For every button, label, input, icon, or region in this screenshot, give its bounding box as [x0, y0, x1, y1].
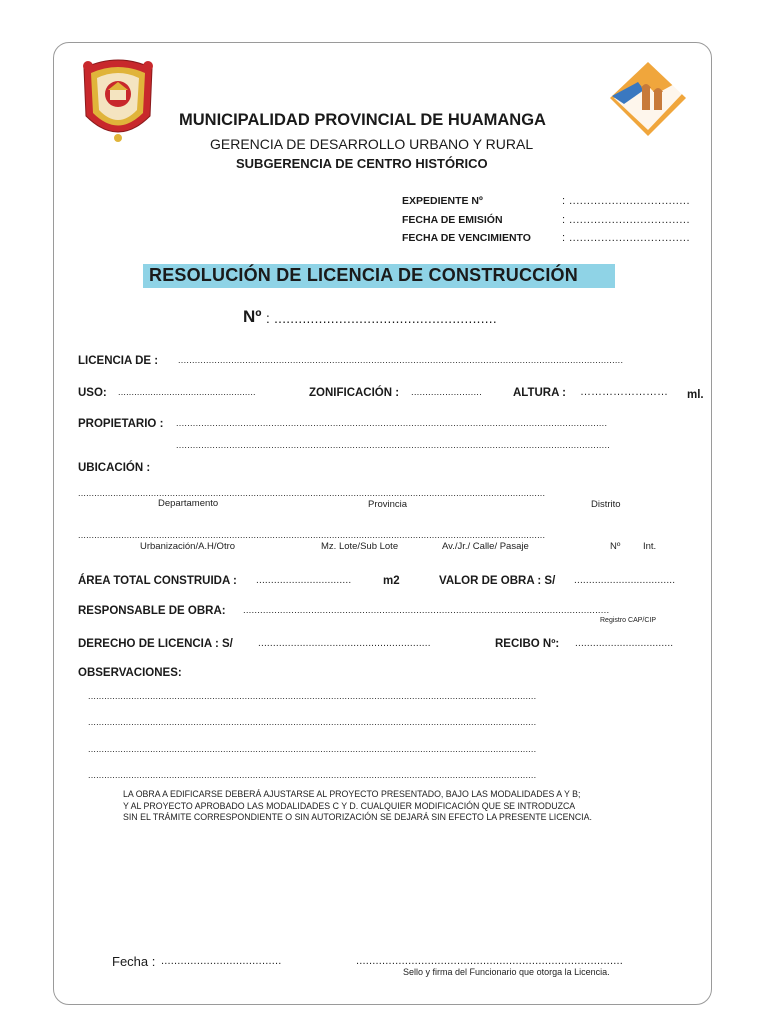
zonificacion-label: ZONIFICACIÓN : [309, 387, 400, 399]
firma-caption: Sello y firma del Funcionario que otorga la Licencia. [403, 967, 610, 977]
responsable-value[interactable]: ................................................................................................................................. [243, 605, 610, 616]
municipal-crest-icon [78, 56, 158, 146]
altura-label: ALTURA : [513, 387, 567, 399]
uso-label: USO: [78, 387, 107, 399]
observaciones-line-3[interactable]: ...................................................................................................................................................................... [88, 744, 537, 754]
form-sheet [53, 42, 712, 1005]
area-label: ÁREA TOTAL CONSTRUIDA : [78, 575, 237, 587]
valor-value[interactable]: .................................. [574, 575, 676, 586]
area-value[interactable]: ................................ [256, 575, 352, 586]
ubicacion-value-1[interactable]: ............................................................................................................................................................................. [78, 488, 546, 498]
derecho-label: DERECHO DE LICENCIA : S/ [78, 638, 233, 650]
number-label: Nº [243, 307, 262, 326]
legal-note [123, 789, 592, 824]
numero-caption: Nº [610, 541, 621, 552]
fecha-value[interactable]: ..................................... [161, 955, 282, 967]
provincia-caption: Provincia [368, 499, 408, 510]
dept-title: GERENCIA DE DESARROLLO URBANO Y RURAL [210, 136, 534, 152]
mz-lote-caption: Mz. Lote/Sub Lote [321, 541, 399, 552]
observaciones-line-4[interactable]: ...................................................................................................................................................................... [88, 770, 537, 780]
expediente-label: EXPEDIENTE Nº [402, 195, 483, 207]
propietario-value[interactable]: .......................................................................................................................................................... [176, 418, 608, 428]
firma-line[interactable]: .................................................................................. [356, 955, 624, 967]
fecha-label: Fecha : [112, 954, 156, 969]
registro-caption: Registro CAP/CIP [600, 617, 657, 624]
org-title: MUNICIPALIDAD PROVINCIAL DE HUAMANGA [179, 111, 546, 129]
fecha-vencimiento-label: FECHA DE VENCIMIENTO [402, 232, 531, 244]
derecho-value[interactable]: .......................................................... [258, 638, 431, 649]
recibo-label: RECIBO Nº: [495, 638, 560, 650]
altura-value[interactable]: …………………… [580, 386, 668, 398]
propietario-value-2[interactable]: ........................................................................................................................................................... [176, 440, 611, 450]
expediente-value[interactable]: : .................................. [562, 195, 691, 207]
subdept-title: SUBGERENCIA DE CENTRO HISTÓRICO [236, 156, 488, 171]
historic-center-logo-icon [608, 60, 688, 138]
legal-note-line-2: Y AL PROYECTO APROBADO LAS MODALIDADES C Y D. CUALQUIER MODIFICACIÓN QUE SE INTRODUZCA [123, 800, 576, 811]
zonificacion-value[interactable]: ......................... [411, 387, 482, 398]
ubicacion-value-2[interactable]: ............................................................................................................................................................................. [78, 530, 546, 540]
recibo-value[interactable]: ................................. [575, 638, 674, 649]
observaciones-line-2[interactable]: ...................................................................................................................................................................... [88, 717, 537, 727]
fecha-vencimiento-value[interactable]: : .................................. [562, 232, 691, 244]
legal-note-line-1: LA OBRA A EDIFICARSE DEBERÁ AJUSTARSE AL PROYECTO PRESENTADO, BAJO LAS MODALIDADES A Y B; [123, 789, 581, 799]
responsable-label: RESPONSABLE DE OBRA: [78, 605, 226, 617]
uso-value[interactable]: ................................................... [118, 387, 256, 397]
av-jr-caption: Av./Jr./ Calle/ Pasaje [442, 541, 529, 552]
valor-label: VALOR DE OBRA : S/ [439, 575, 556, 587]
number-value[interactable]: : ....................................................... [266, 311, 497, 326]
title-banner [143, 264, 615, 288]
form-title: RESOLUCIÓN DE LICENCIA DE CONSTRUCCIÓN [149, 265, 578, 285]
observaciones-label: OBSERVACIONES: [78, 667, 182, 679]
licencia-value[interactable]: ............................................................................................................................................................... [178, 355, 624, 365]
fecha-emision-label: FECHA DE EMISIÓN [402, 214, 503, 226]
distrito-caption: Distrito [591, 499, 621, 510]
legal-note-line-3: SIN EL TRÁMITE CORRESPONDIENTE O SIN AUTORIZACIÓN SE DEJARÁ SIN EFECTO LA PRESENTE LICENCIA. [123, 812, 592, 822]
ubicacion-label: UBICACIÓN : [78, 462, 151, 474]
fecha-emision-value[interactable]: : .................................. [562, 214, 691, 226]
propietario-label: PROPIETARIO : [78, 418, 164, 430]
observaciones-line-1[interactable]: ...................................................................................................................................................................... [88, 691, 537, 701]
departamento-caption: Departamento [158, 498, 219, 509]
urbanizacion-caption: Urbanización/A.H/Otro [140, 541, 236, 552]
licencia-label: LICENCIA DE : [78, 355, 159, 367]
interior-caption: Int. [643, 541, 657, 552]
altura-unit: ml. [687, 389, 704, 401]
area-unit: m2 [383, 575, 400, 587]
